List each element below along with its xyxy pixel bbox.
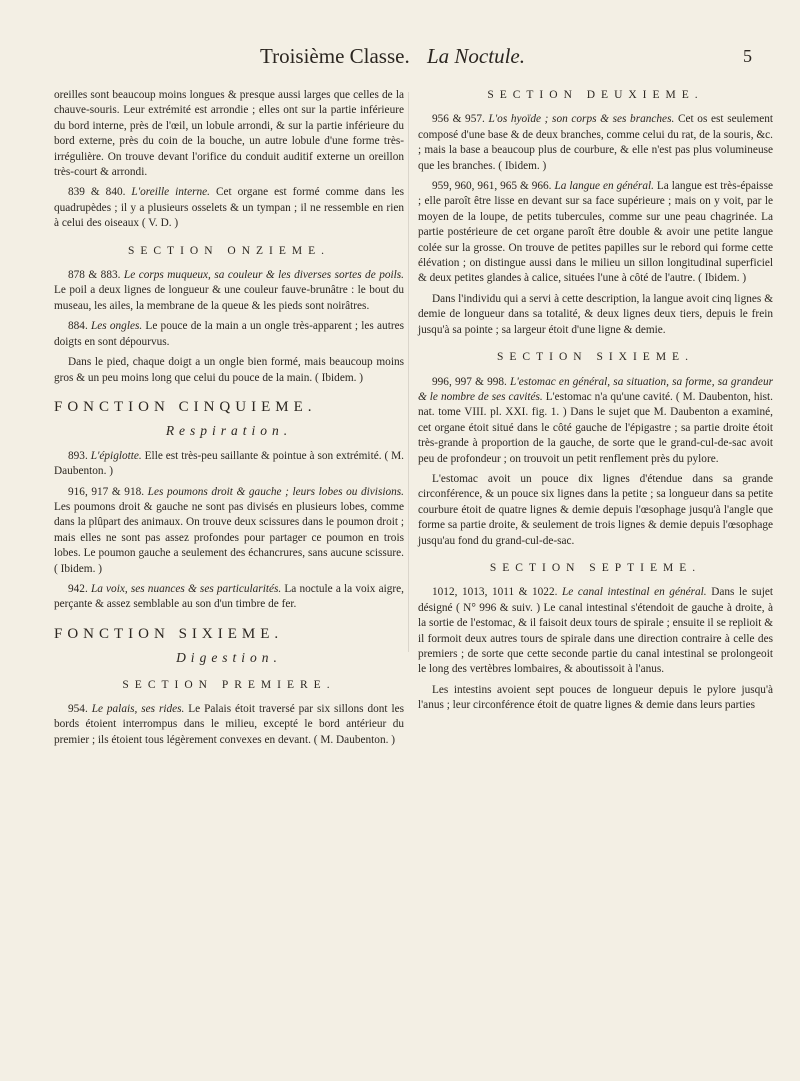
- paragraph: Dans l'individu qui a servi à cette description, la langue avoit cinq lignes & demie de longueur dans sa totalité, & deux lignes deux tiers, depuis le frein jusqu'à sa pointe ; sa largeur étoit d'une ligne & demie.: [418, 292, 773, 336]
- entry-title: L'oreille interne.: [131, 186, 216, 199]
- entry-number: 954.: [68, 703, 92, 715]
- entry-number: 839 & 840.: [68, 186, 132, 199]
- entry-paragraph: [54, 582, 404, 613]
- entry-number: 884.: [68, 320, 91, 333]
- paragraph: Dans le pied, chaque doigt a un ongle bien formé, mais beaucoup moins gros & un peu moins long que celui du pouce de la main. ( Ibidem. ): [54, 356, 404, 384]
- section-heading: SECTION ONZIEME.: [127, 244, 331, 257]
- subheading: Respiration.: [165, 423, 293, 439]
- entry-title: L'épiglotte.: [90, 449, 145, 462]
- entry-text: La noctule a la voix aigre, perçante & assez semblable au son d'un timbre de fer.: [54, 582, 404, 611]
- entry-paragraph: [54, 319, 404, 350]
- entry-title: Le corps muqueux, sa couleur & les diverses sortes de poils.: [123, 269, 404, 282]
- entry-text: Elle est très-peu saillante & pointue à son extrémité. ( M. Daubenton. ): [54, 449, 405, 478]
- entry-number: 893.: [68, 449, 91, 462]
- function-heading: FONCTION CINQUIEME.: [54, 398, 317, 415]
- paragraph: Les intestins avoient sept pouces de longueur depuis le pylore jusqu'à l'anus ; leur circonférence étoit de quatre lignes & demie dans leurs parties: [418, 683, 773, 712]
- entry-text: Le pouce de la main a un ongle très-apparent ; les autres doigts en sont dépourvus.: [54, 320, 405, 348]
- left-column: [54, 88, 404, 753]
- entry-text: Dans le sujet désigné ( N° 996 & suiv. ) Le canal intestinal s'étendoit de gauche à droite, à la sortie de l'estomac, & il faisoit deux tours de spirale ; ensuite il se replioit & il formoit deux autres tours de spirale dans une direction contraire à celle des premiers ; de sorte que cette seconde partie du canal intestinal se prolongeoit le long des vertèbres lombaires, & aboutissoit à l'anus.: [418, 586, 773, 676]
- entry-text: Le poil a deux lignes de longueur & une couleur fauve-brunâtre : le bout du museau, les ailes, la membrane de la queue & les pieds sont noirâtres.: [54, 284, 404, 312]
- entry-title: L'os hyoïde ; son corps & ses branches.: [488, 113, 678, 126]
- section-heading: SECTION SIXIEME.: [497, 351, 694, 364]
- entry-title: Le canal intestinal en général.: [561, 586, 712, 599]
- entry-title: Le palais, ses rides.: [91, 703, 189, 715]
- right-column: [418, 88, 773, 719]
- class-title: Troisième Classe.: [260, 44, 410, 68]
- section-title: La Noctule.: [427, 44, 525, 68]
- paragraph: oreilles sont beaucoup moins longues & presque aussi larges que celles de la chauve-souris. Leur extrémité est arrondie ; elles ont sur la partie inférieure du bord interne, près de l'œil, un lobule arrondi, & sur la partie inférieure du bord externe, près du coin de la bouche, un autre lobule d'une forme très-irrégulière. On trouve devant l'orifice du conduit auditif externe un oreillon très-court & arrondi.: [54, 89, 404, 179]
- entry-paragraph: [418, 585, 773, 677]
- entry-paragraph: [54, 449, 404, 480]
- entry-number: 996, 997 & 998.: [432, 375, 511, 388]
- entry-paragraph: [54, 702, 404, 748]
- section-heading: SECTION DEUXIEME.: [487, 89, 704, 101]
- entry-title: La langue en général.: [554, 180, 657, 193]
- running-head: [0, 44, 800, 74]
- section-heading: SECTION PREMIERE.: [122, 678, 336, 691]
- entry-paragraph: [418, 112, 773, 174]
- section-heading: SECTION SEPTIEME.: [489, 561, 702, 574]
- entry-paragraph: [418, 179, 773, 287]
- entry-text: Cet os est seulement composé d'une base & de deux branches, comme celui du rat, de la souris, &c. ; mais la base a beaucoup plus de courbure, & elle n'est pas plus volumineuse que les branches. ( Ibidem. ): [418, 113, 773, 172]
- entry-title: La voix, ses nuances & ses particularités.: [90, 582, 285, 595]
- entry-number: 878 & 883.: [68, 269, 124, 282]
- page-number: 5: [743, 46, 752, 66]
- entry-text: Les poumons droit & gauche ne sont pas divisés en plusieurs lobes, comme dans la plûpart des animaux. On trouve deux scissures dans le poumon droit ; mais elles ne sont pas assez profondes pour partager ce poumon en trois lobes. Le poumon gauche a seulement des échancrures, sans aucune scissure. ( Ibidem. ): [54, 500, 404, 575]
- entry-number: 956 & 957.: [432, 113, 489, 126]
- entry-title: Les poumons droit & gauche ; leurs lobes ou divisions.: [147, 485, 404, 498]
- entry-text: L'estomac n'a qu'une cavité. ( M. Daubenton, hist. nat. tome VIII. pl. XXI. fig. 1. ) Dans le sujet que M. Daubenton a examiné, cet organe étoit situé dans le côté gauche de l'épigastre ; sa partie droite étoit très-grande à proportion de la gauche, de sorte que le grand-cul-de-sac avoit peu de profondeur ; on trouvoit un petit renflement près du pylore.: [418, 390, 773, 465]
- entry-number: 959, 960, 961, 965 & 966.: [432, 180, 555, 193]
- entry-text: Cet organe est formé comme dans les quadrupèdes ; il y a plusieurs osselets & un tympan ; il ne ressemble en rien à celui des oiseaux ( V. D. ): [54, 186, 404, 230]
- function-heading: FONCTION SIXIEME.: [54, 625, 284, 642]
- paragraph: L'estomac avoit un pouce dix lignes d'étendue dans sa grande circonférence, & un pouce six lignes dans la petite ; sa longueur dans sa petite courbure étoit de quatre lignes & demie depuis l'œsophage jusqu'à l'angle que forme sa partie droite, & seulement de trois lignes & demie depuis l'œsophage jusqu'au fond du grand-cul-de-sac.: [418, 472, 773, 547]
- entry-number: 1012, 1013, 1011 & 1022.: [432, 586, 562, 599]
- entry-text: La langue est très-épaisse ; elle paroît être lisse en devant sur sa face supérieure ; mais on y voit, par le moyen de la loupe, de petits tubercules, comme sur une peau chagrinée. La partie postérieure de cet organe paroît être double & avoir une petite langue colée sur la grosse. On trouve de petites papilles sur le rebord qui forme cette élévation ; on distingue aussi dans le milieu un sillon longitudinal superficiel & deux petites glandes à calice, situées l'une à côté de l'autre. ( Ibidem. ): [418, 180, 773, 285]
- column-divider: [408, 92, 409, 652]
- entry-title: Les ongles.: [90, 320, 146, 333]
- entry-number: 916, 917 & 918.: [68, 485, 148, 498]
- entry-number: 942.: [68, 582, 91, 595]
- entry-paragraph: [54, 485, 404, 577]
- subheading: Digestion.: [176, 650, 282, 666]
- entry-paragraph: [418, 375, 773, 467]
- entry-paragraph: [54, 185, 404, 231]
- entry-paragraph: [54, 268, 404, 314]
- entry-title: L'estomac en général, sa situation, sa forme, sa grandeur & le nombre de ses cavités.: [418, 375, 773, 403]
- entry-text: Le Palais étoit traversé par six sillons dont les bords étoient interrompus dans le milieu, excepté le bord antérieur du premier ; ils étoient tous légèrement convexes en devant. ( M. Daubenton. ): [54, 703, 405, 746]
